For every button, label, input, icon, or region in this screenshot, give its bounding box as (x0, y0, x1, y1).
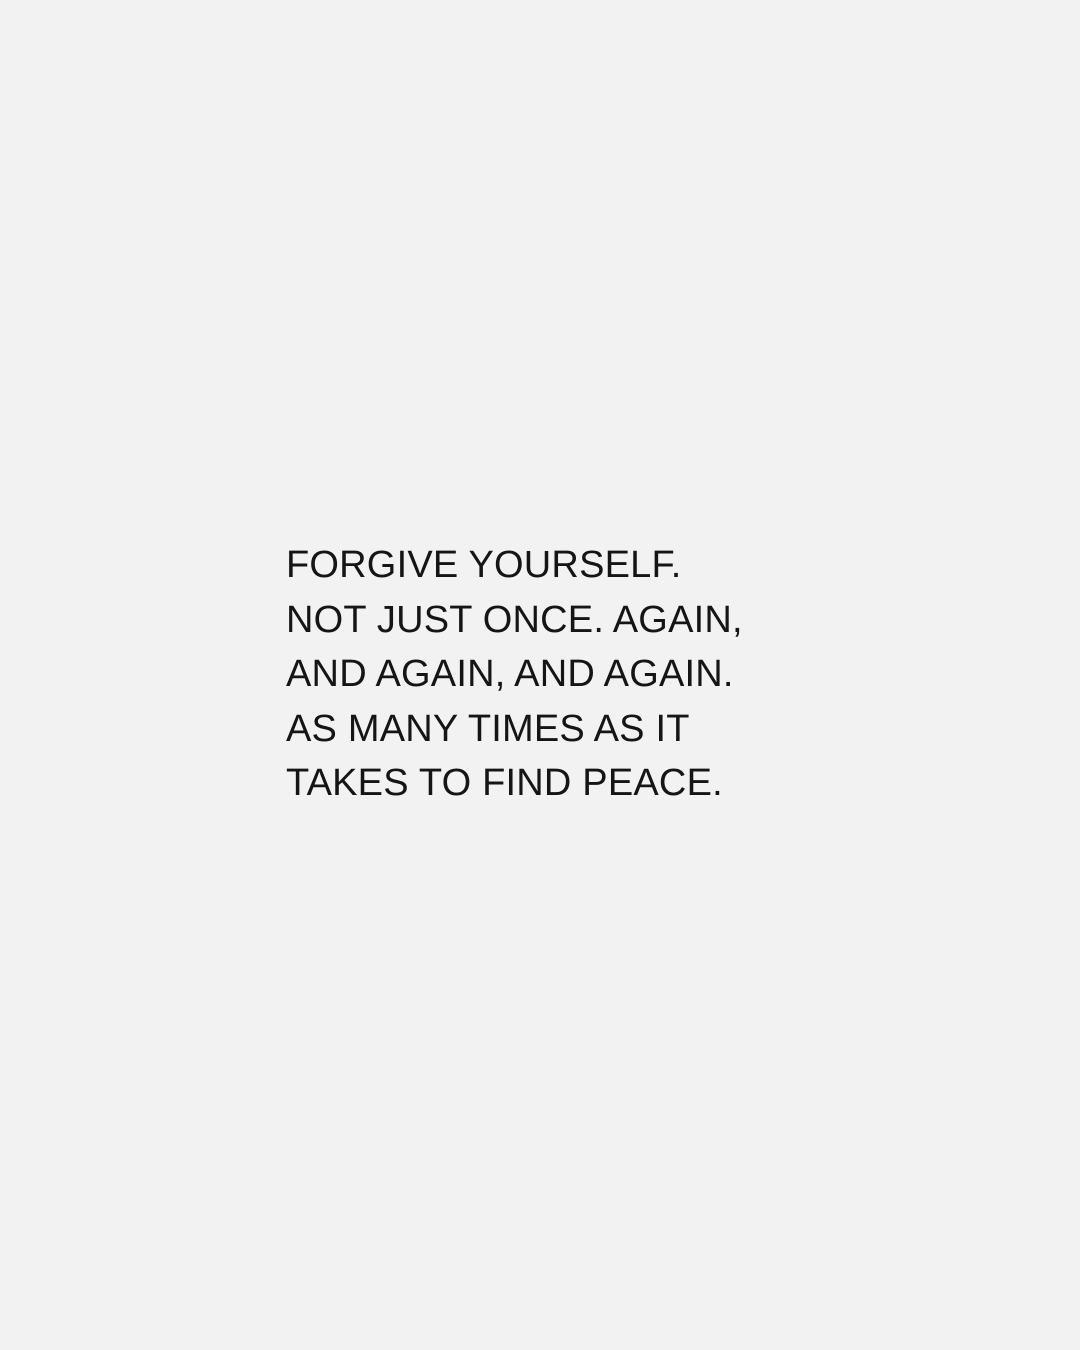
quote-line-2: NOT JUST ONCE. AGAIN, (286, 598, 743, 641)
quote-line-3: AND AGAIN, AND AGAIN. (286, 653, 734, 695)
quote-line-1: FORGIVE YOURSELF. (286, 544, 682, 586)
quote-line-4: AS MANY TIMES AS IT (286, 707, 690, 750)
quote-line-5: TAKES TO FIND PEACE. (286, 762, 723, 804)
quote-text-block (286, 538, 846, 811)
